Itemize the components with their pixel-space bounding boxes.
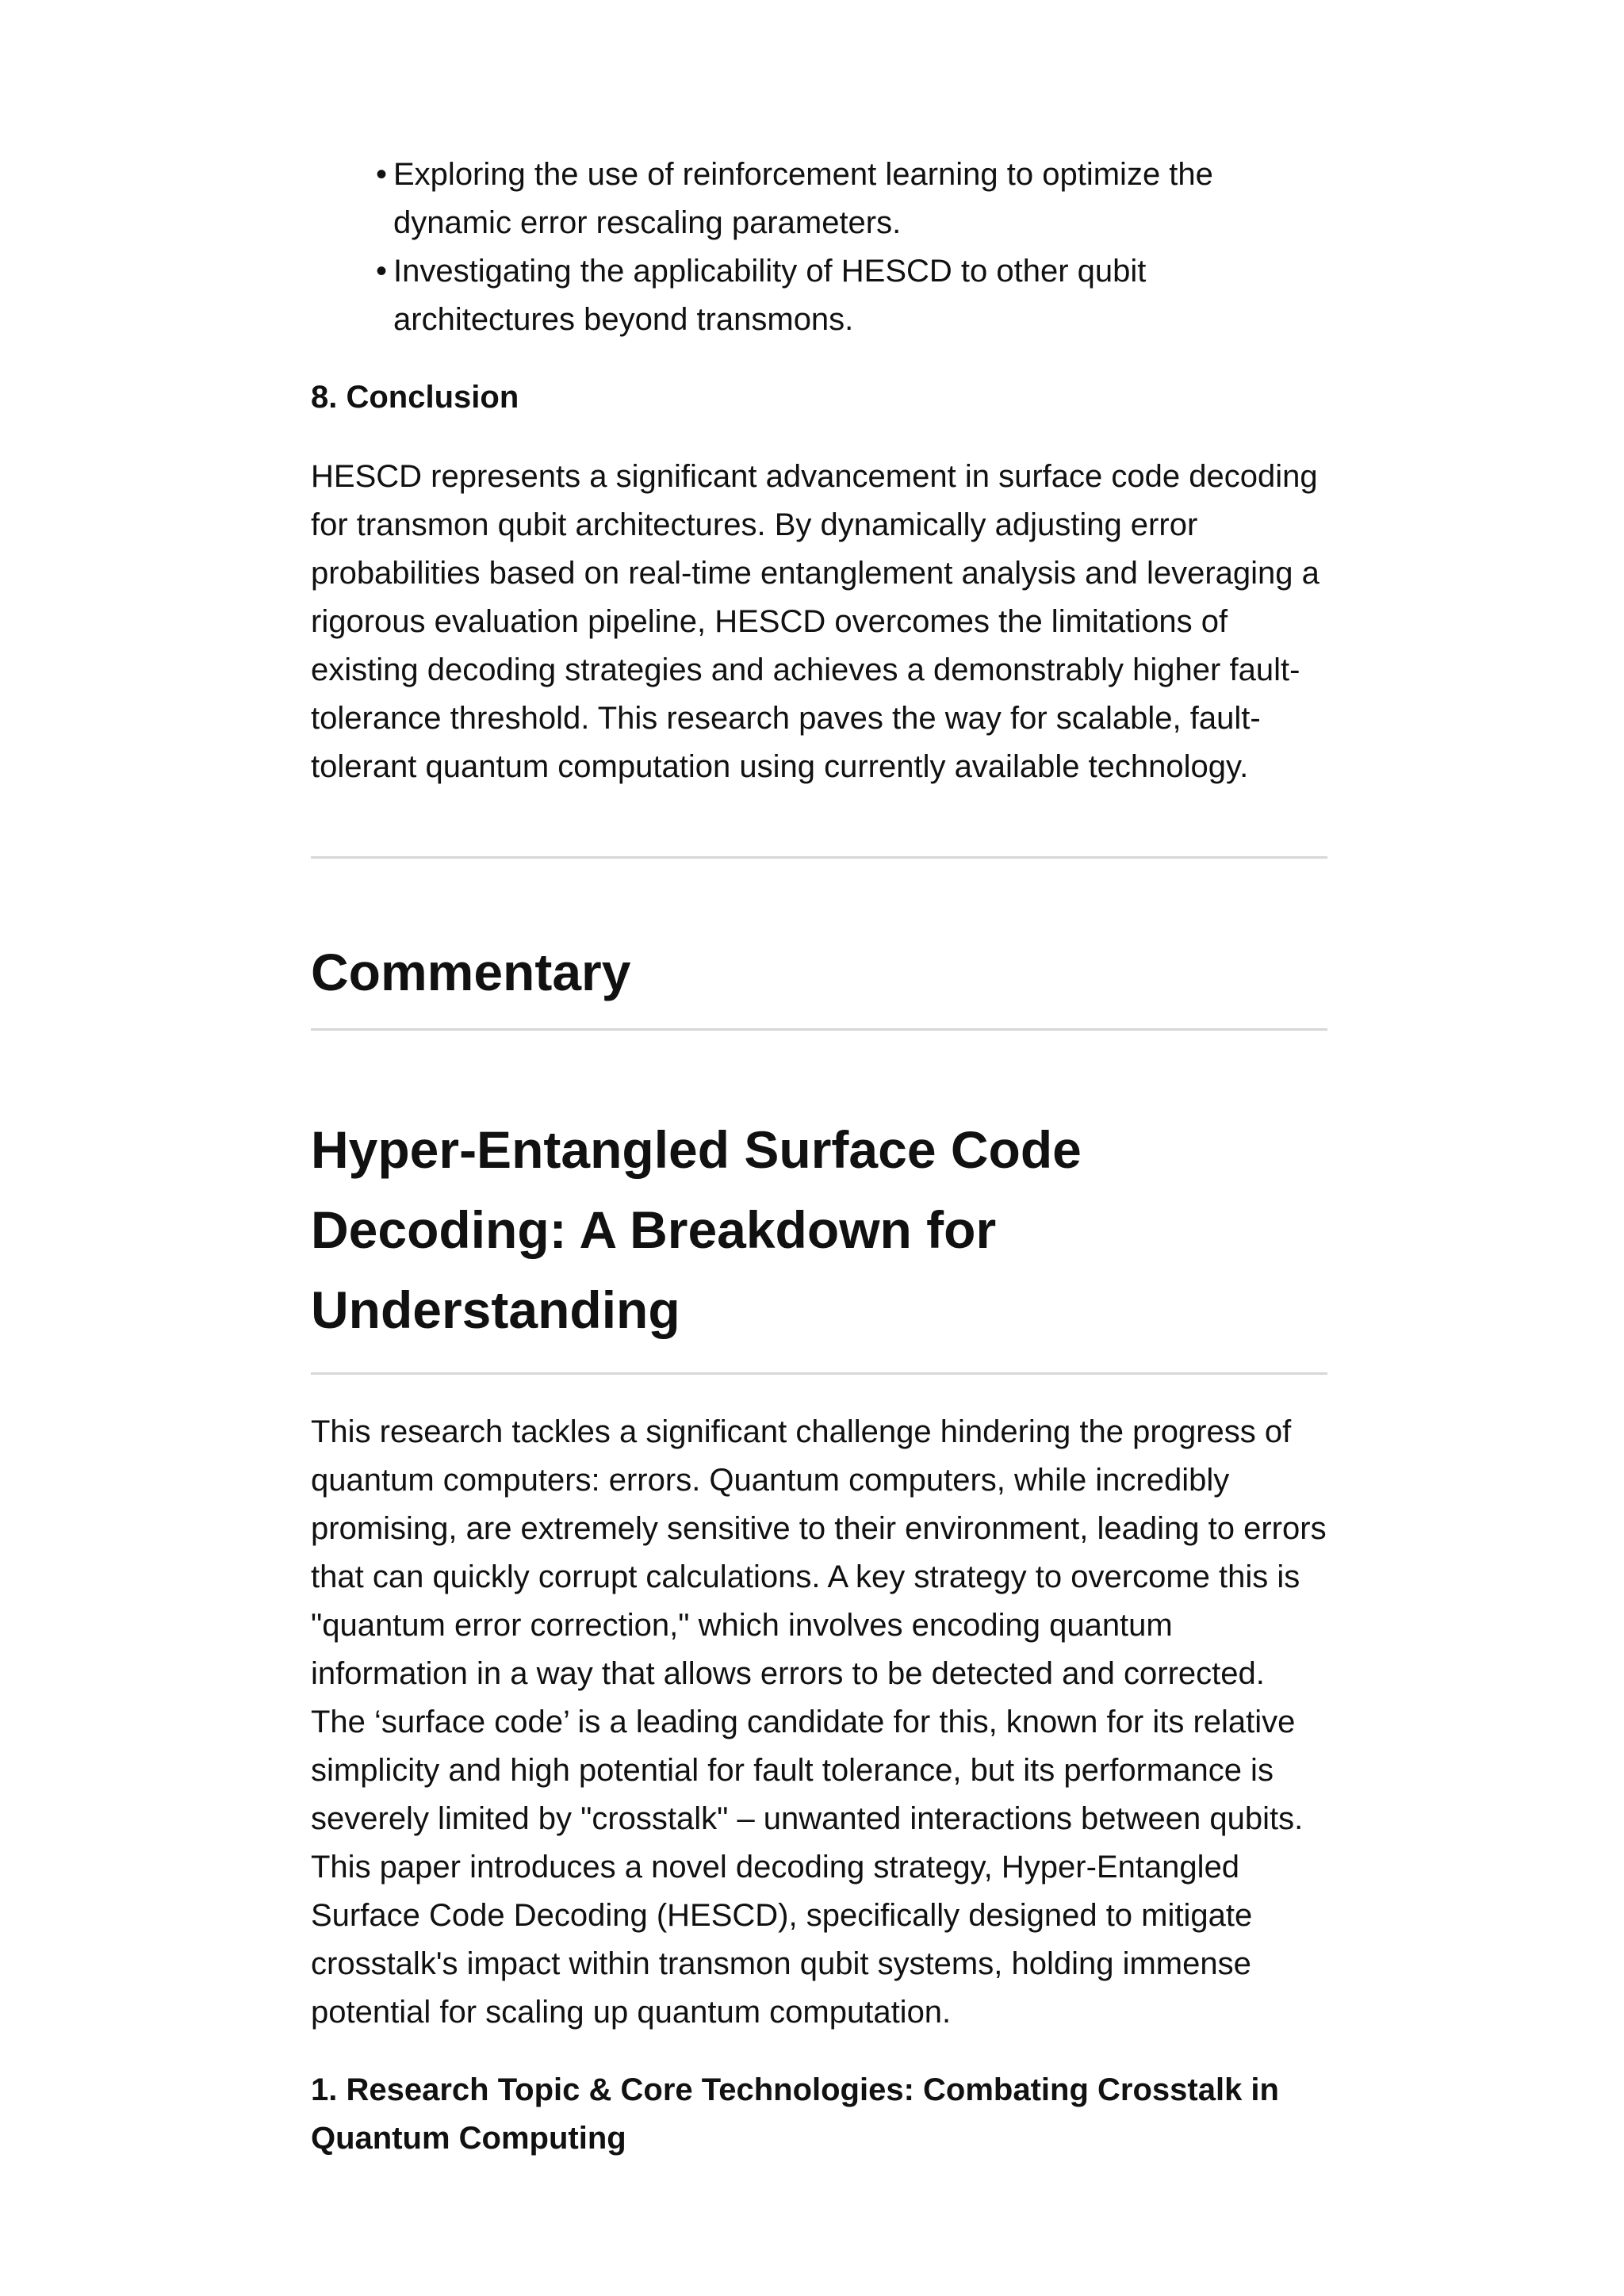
intro-paragraph: This research tackles a significant challenge hindering the progress of quantum computers: errors. Quantum computers, while incredibly promising, are extremely sensitive to their environment, leading to errors that can quickly corrupt calculations. A key strategy to overcome this is "quantum error correction," which involves encoding quantum information in a way that allows errors to be detected and corrected. The ‘surface code’ is a leading candidate for this, known for its relative simplicity and high potential for fault tolerance, but its performance is severely limited by "crosstalk" – unwanted interactions between qubits. This paper introduces a novel decoding strategy, Hyper-Entangled Surface Code Decoding (HESCD), specifically designed to mitigate crosstalk's impact within transmon qubit systems, holding immense potential for scaling up quantum computation. xyxy=(311,1414,1327,2030)
conclusion-heading: 8. Conclusion xyxy=(311,380,519,415)
list-item-text: Exploring the use of reinforcement learning to optimize the dynamic error rescaling parameters. xyxy=(393,157,1213,240)
list-item xyxy=(376,247,1327,344)
document-page xyxy=(311,151,1327,2163)
heading-underline xyxy=(311,1028,1327,1031)
title-underline xyxy=(311,1372,1327,1375)
bullet-icon: • xyxy=(376,254,388,289)
list-item-text: Investigating the applicability of HESCD to other qubit architectures beyond transmons. xyxy=(393,254,1147,337)
section1-heading: 1. Research Topic & Core Technologies: Combating Crosstalk in Quantum Computing xyxy=(311,2072,1279,2156)
commentary-title: Hyper-Entangled Surface Code Decoding: A Breakdown for Understanding xyxy=(311,1120,1082,1339)
list-item xyxy=(376,151,1327,247)
bullet-icon: • xyxy=(376,157,388,192)
future-work-list xyxy=(376,151,1327,344)
conclusion-paragraph: HESCD represents a significant advancement in surface code decoding for transmon qubit architectures. By dynamically adjusting error probabilities based on real-time entanglement analysis and leveraging a rigorous evaluation pipeline, HESCD overcomes the limitations of existing decoding strategies and achieves a demonstrably higher fault-tolerance threshold. This research paves the way for scalable, fault-tolerant quantum computation using currently available technology. xyxy=(311,459,1320,784)
section-divider xyxy=(311,856,1327,859)
commentary-heading: Commentary xyxy=(311,943,631,1001)
